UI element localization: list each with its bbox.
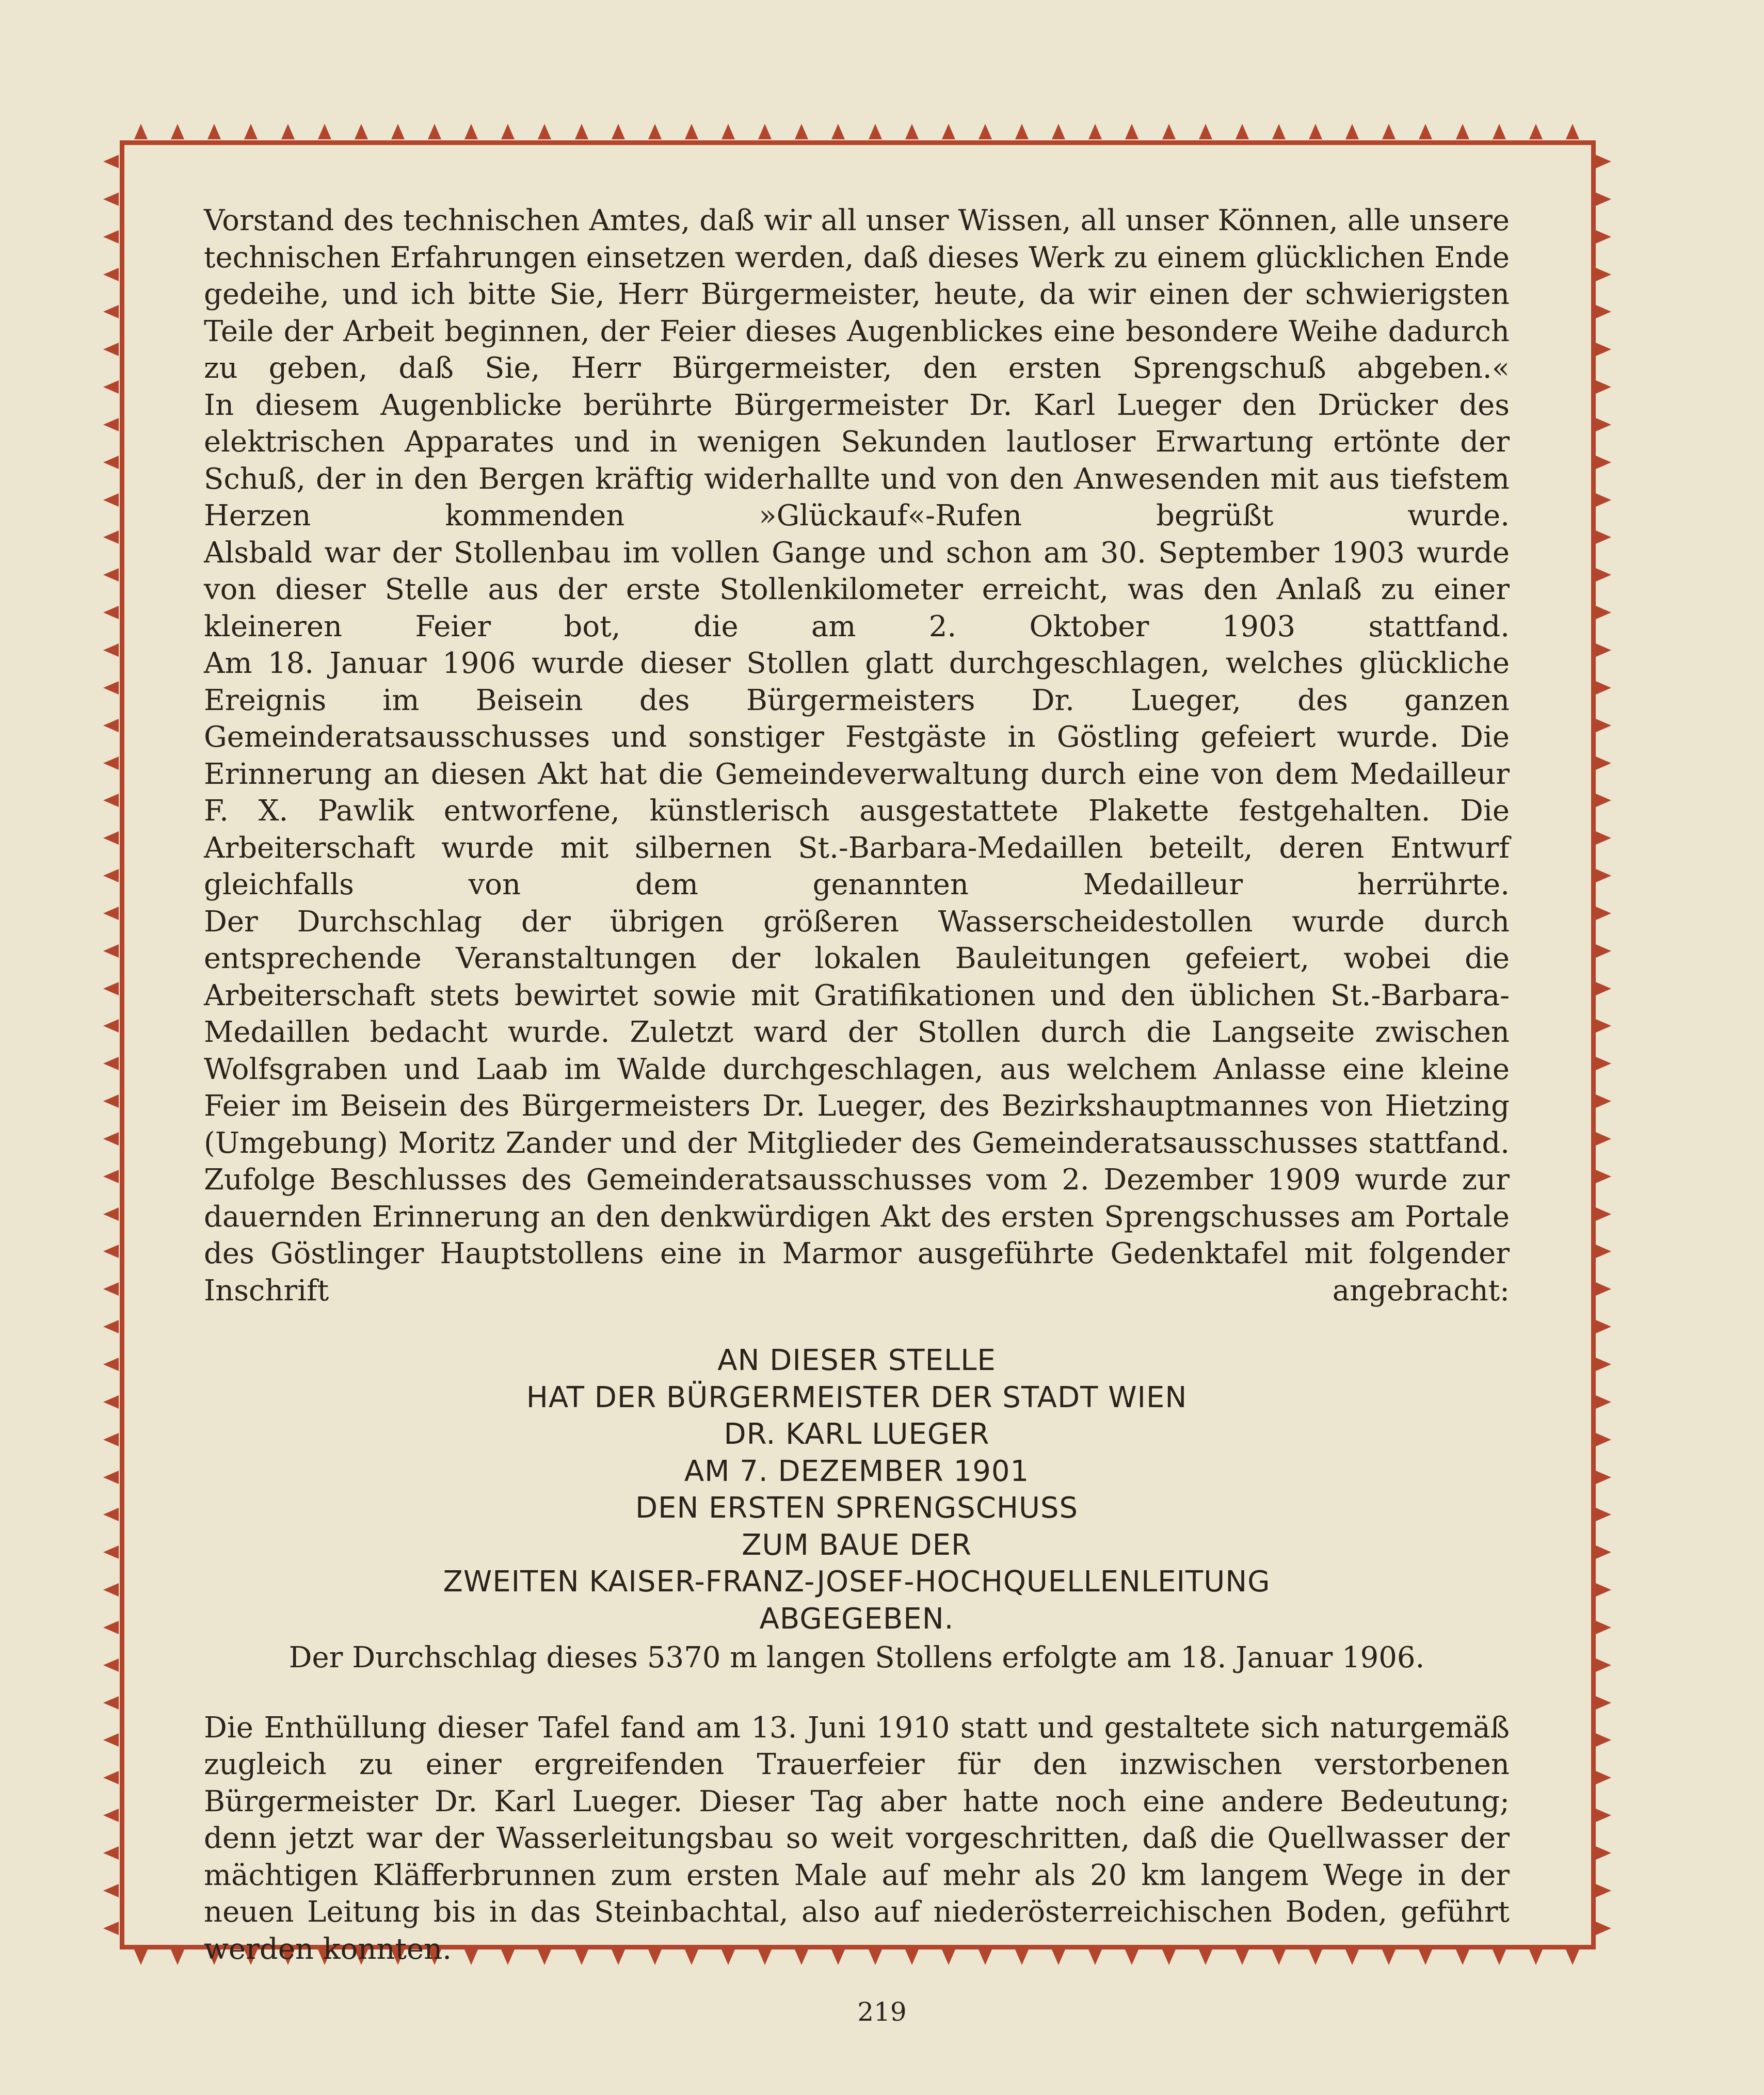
ornament-triangle bbox=[1493, 124, 1506, 139]
ornament-triangle bbox=[103, 418, 119, 431]
ornament-triangle bbox=[1596, 1508, 1611, 1521]
ornament-triangle bbox=[538, 124, 551, 139]
ornament-triangle bbox=[1596, 1846, 1611, 1860]
ornament-triangle bbox=[1596, 1395, 1611, 1409]
ornament-triangle bbox=[464, 124, 478, 139]
ornament-triangle bbox=[103, 1809, 119, 1822]
ornament-triangle bbox=[103, 1621, 119, 1634]
ornament-triangle bbox=[103, 944, 119, 958]
ornament-triangle bbox=[1596, 1471, 1611, 1484]
paragraph: In diesem Augenblicke berührte Bürgermeister Dr. Karl Lueger den Drücker des elektrischen Apparates und in wenigen Sekunden lautloser Erwartung ertönte der Schuß, der in den Bergen kräftig widerhallte und von den Anwesenden mit aus tiefstem Herzen kommenden »Glückauf«-Rufen begrüßt wurde. bbox=[204, 388, 1510, 533]
ornament-triangle bbox=[103, 493, 119, 507]
ornament-triangle bbox=[1088, 124, 1102, 139]
inscription-line: DR. KARL LUEGER bbox=[724, 1417, 990, 1451]
inscription-line: ZWEITEN KAISER-FRANZ-JOSEF-HOCHQUELLENLEITUNG bbox=[443, 1565, 1271, 1599]
ornament-triangle bbox=[1596, 380, 1611, 394]
ornament-triangle bbox=[1382, 124, 1396, 139]
ornament-triangle bbox=[1596, 1658, 1611, 1672]
ornament-triangle bbox=[1596, 681, 1611, 695]
ornament-triangle bbox=[1596, 1696, 1611, 1710]
ornament-triangle bbox=[979, 124, 992, 139]
ornament-triangle bbox=[103, 794, 119, 807]
ornament-triangle bbox=[612, 124, 625, 139]
memorial-inscription bbox=[204, 1342, 1510, 1637]
ornament-triangle bbox=[103, 343, 119, 356]
ornament-triangle bbox=[171, 124, 184, 139]
ornament-triangle bbox=[1596, 606, 1611, 619]
ornament-triangle bbox=[103, 831, 119, 845]
ornament-triangle bbox=[1596, 831, 1611, 845]
ornament-triangle bbox=[1596, 643, 1611, 657]
paragraph: Der Durchschlag der übrigen größeren Wasserscheidestollen wurde durch entsprechende Veranstaltungen der lokalen Bauleitungen gefeiert, wobei die Arbeiterschaft stets bewirtet sowie mit Gratifikationen und den üblichen St.-Barbara-Medaillen bedacht wurde. Zuletzt ward der Stollen durch die Langseite zwischen Wolfsgraben und Laab im Walde durchgeschlagen, aus welchem Anlasse eine kleine Feier im Beisein des Bürgermeisters Dr. Lueger, des Bezirkshauptmannes von Hietzing (Umgebung) Moritz Zander und der Mitglieder des Gemeinderatsausschusses stattfand. bbox=[204, 905, 1510, 1160]
ornament-triangle bbox=[103, 1545, 119, 1559]
ornament-triangle bbox=[207, 124, 221, 139]
border-ornament-top bbox=[134, 124, 1579, 140]
ornament-triangle bbox=[1199, 124, 1212, 139]
ornament-triangle bbox=[1596, 1358, 1611, 1371]
border-ornament-right bbox=[1596, 155, 1612, 1935]
text-block bbox=[204, 202, 1510, 1968]
ornament-triangle bbox=[1596, 1245, 1611, 1258]
ornament-triangle bbox=[103, 606, 119, 619]
ornament-triangle bbox=[1529, 1949, 1543, 1965]
ornament-triangle bbox=[103, 380, 119, 394]
ornament-triangle bbox=[103, 756, 119, 770]
paragraph: Alsbald war der Stollenbau im vollen Gange und schon am 30. September 1903 wurde von dieser Stelle aus der erste Stollenkilometer erreicht, was den Anlaß zu einer kleineren Feier bot, die am 2. Oktober 1903 stattfand. bbox=[204, 536, 1510, 643]
ornament-triangle bbox=[1015, 124, 1029, 139]
ornament-triangle bbox=[1419, 124, 1432, 139]
ornament-triangle bbox=[1596, 1207, 1611, 1221]
ornament-triangle bbox=[103, 1057, 119, 1070]
ornament-triangle bbox=[1596, 568, 1611, 582]
ornament-triangle bbox=[103, 907, 119, 920]
ornament-triangle bbox=[103, 1884, 119, 1897]
ornament-triangle bbox=[103, 1358, 119, 1371]
ornament-triangle bbox=[103, 1094, 119, 1108]
ornament-triangle bbox=[1596, 1733, 1611, 1747]
ornament-triangle bbox=[103, 1282, 119, 1296]
ornament-triangle bbox=[1596, 1320, 1611, 1333]
ornament-triangle bbox=[1596, 1545, 1611, 1559]
ornament-triangle bbox=[103, 681, 119, 695]
ornament-triangle bbox=[1596, 1170, 1611, 1183]
paragraph: Vorstand des technischen Amtes, daß wir all unser Wissen, all unser Können, alle unsere technischen Erfahrungen einsetzen werden, daß dieses Werk zu einem glücklichen Ende gedeihe, und ich bitte Sie, Herr Bürgermeister, heute, da wir einen der schwierigsten Teile der Arbeit beginnen, der Feier dieses Augenblickes eine besondere Weihe dadurch zu geben, daß Sie, Herr Bürgermeister, den ersten Sprengschuß abgeben.« bbox=[204, 204, 1510, 385]
ornament-triangle bbox=[1596, 530, 1611, 544]
ornament-triangle bbox=[758, 124, 772, 139]
ornament-triangle bbox=[501, 124, 515, 139]
ornament-triangle bbox=[103, 869, 119, 882]
ornament-triangle bbox=[1596, 343, 1611, 356]
ornament-triangle bbox=[103, 305, 119, 318]
ornament-triangle bbox=[1596, 1771, 1611, 1784]
ornament-triangle bbox=[103, 1019, 119, 1033]
paragraph: Am 18. Januar 1906 wurde dieser Stollen glatt durchgeschlagen, welches glückliche Ereignis im Beisein des Bürgermeisters Dr. Lueger, des ganzen Gemeinderatsausschusses und sonstiger Festgäste in Göstling gefeiert wurde. Die Erinnerung an diesen Akt hat die Gemeindeverwaltung durch eine von dem Medailleur F. X. Pawlik entworfene, künstlerisch ausgestattete Plakette festgehalten. Die Arbeiterschaft wurde mit silbernen St.-Barbara-Medaillen beteilt, deren Entwurf gleichfalls von dem genannten Medailleur herrührte. bbox=[204, 647, 1510, 901]
ornament-triangle bbox=[103, 1733, 119, 1747]
ornament-triangle bbox=[103, 155, 119, 168]
paragraph: Zufolge Beschlusses des Gemeinderatsausschusses vom 2. Dezember 1909 wurde zur dauernden Erinnerung an den denkwürdigen Akt des ersten Sprengschusses am Portale des Göstlinger Hauptstollens eine in Marmor ausgeführte Gedenktafel mit folgender Inschrift angebracht: bbox=[204, 1163, 1510, 1308]
ornament-triangle bbox=[103, 230, 119, 244]
ornament-triangle bbox=[1596, 1282, 1611, 1296]
ornament-triangle bbox=[103, 1846, 119, 1860]
ornament-triangle bbox=[103, 1771, 119, 1784]
ornament-triangle bbox=[648, 124, 662, 139]
ornament-triangle bbox=[1596, 1621, 1611, 1634]
ornament-triangle bbox=[1596, 155, 1611, 168]
ornament-triangle bbox=[905, 124, 919, 139]
ornament-triangle bbox=[281, 124, 295, 139]
ornament-triangle bbox=[1596, 982, 1611, 995]
inscription-line: AM 7. DEZEMBER 1901 bbox=[684, 1454, 1030, 1488]
ornament-triangle bbox=[103, 1245, 119, 1258]
ornament-triangle bbox=[1596, 268, 1611, 281]
ornament-triangle bbox=[428, 124, 441, 139]
ornament-triangle bbox=[1596, 869, 1611, 882]
ornament-triangle bbox=[103, 456, 119, 469]
ornament-triangle bbox=[103, 1658, 119, 1672]
ornament-triangle bbox=[103, 1207, 119, 1221]
ornament-triangle bbox=[1596, 1809, 1611, 1822]
ornament-triangle bbox=[685, 124, 698, 139]
ornament-triangle bbox=[1596, 1132, 1611, 1146]
ornament-triangle bbox=[1345, 124, 1359, 139]
ornament-triangle bbox=[103, 1170, 119, 1183]
inscription-line: ABGEGEBEN. bbox=[759, 1602, 954, 1636]
ornament-triangle bbox=[869, 124, 882, 139]
inscription-line: AN DIESER STELLE bbox=[717, 1344, 996, 1377]
ornament-triangle bbox=[1596, 192, 1611, 206]
ornament-triangle bbox=[103, 1320, 119, 1333]
ornament-triangle bbox=[1529, 124, 1543, 139]
ornament-triangle bbox=[103, 1395, 119, 1409]
ornament-triangle bbox=[1596, 1057, 1611, 1070]
ornament-triangle bbox=[1596, 456, 1611, 469]
ornament-triangle bbox=[1596, 418, 1611, 431]
ornament-triangle bbox=[244, 124, 258, 139]
ornament-triangle bbox=[1162, 124, 1176, 139]
ornament-triangle bbox=[1596, 756, 1611, 770]
ornament-triangle bbox=[1596, 493, 1611, 507]
ornament-triangle bbox=[1596, 305, 1611, 318]
ornament-triangle bbox=[1596, 1094, 1611, 1108]
ornament-triangle bbox=[575, 124, 588, 139]
ornament-triangle bbox=[1236, 124, 1249, 139]
ornament-triangle bbox=[1596, 794, 1611, 807]
ornament-triangle bbox=[795, 124, 808, 139]
ornament-triangle bbox=[831, 124, 845, 139]
ornament-triangle bbox=[1596, 1583, 1611, 1597]
inscription-line: HAT DER BÜRGERMEISTER DER STADT WIEN bbox=[526, 1380, 1188, 1414]
ornament-triangle bbox=[103, 192, 119, 206]
inscription-line: ZUM BAUE DER bbox=[742, 1528, 972, 1562]
ornament-triangle bbox=[721, 124, 735, 139]
ornament-triangle bbox=[1309, 124, 1322, 139]
inscription-line: DEN ERSTEN SPRENGSCHUSS bbox=[635, 1491, 1079, 1525]
ornament-triangle bbox=[103, 1132, 119, 1146]
ornament-triangle bbox=[318, 124, 331, 139]
closing-paragraph: Die Enthüllung dieser Tafel fand am 13. Juni 1910 statt und gestaltete sich naturgemäß zugleich zu einer ergreifenden Trauerfeier für den inzwischen verstorbenen Bürgermeister Dr. Karl Lueger. Dieser Tag aber hatte noch eine andere Bedeutung; denn jetzt war der Wasserleitungsbau so weit vorgeschritten, daß die Quellwasser der mächtigen Kläfferbrunnen zum ersten Male auf mehr als 20 km langem Wege in der neuen Leitung bis in das Steinbachtal, also auf niederösterreichischen Boden, geführt werden konnten. bbox=[204, 1711, 1510, 1966]
ornament-triangle bbox=[355, 124, 368, 139]
ornament-triangle bbox=[103, 1583, 119, 1597]
ornament-triangle bbox=[103, 719, 119, 732]
ornament-triangle bbox=[1596, 1433, 1611, 1446]
ornament-triangle bbox=[103, 1471, 119, 1484]
ornament-triangle bbox=[134, 124, 148, 139]
ornament-triangle bbox=[1272, 124, 1286, 139]
ornament-triangle bbox=[1596, 1019, 1611, 1033]
inscription-note: Der Durchschlag dieses 5370 m langen Stollens erfolgte am 18. Januar 1906. bbox=[288, 1641, 1425, 1674]
ornament-triangle bbox=[171, 1949, 184, 1965]
ornament-triangle bbox=[942, 124, 955, 139]
ornament-triangle bbox=[1052, 124, 1065, 139]
ornament-triangle bbox=[1566, 124, 1579, 139]
ornament-triangle bbox=[103, 1508, 119, 1521]
ornament-triangle bbox=[1596, 907, 1611, 920]
ornament-triangle bbox=[103, 1922, 119, 1935]
ornament-triangle bbox=[1566, 1949, 1579, 1965]
ornament-triangle bbox=[134, 1949, 148, 1965]
ornament-triangle bbox=[103, 643, 119, 657]
ornament-triangle bbox=[1125, 124, 1138, 139]
ornament-triangle bbox=[1596, 944, 1611, 958]
ornament-triangle bbox=[103, 568, 119, 582]
ornament-triangle bbox=[1596, 719, 1611, 732]
ornament-triangle bbox=[1596, 1884, 1611, 1897]
ornament-triangle bbox=[103, 982, 119, 995]
border-ornament-left bbox=[103, 155, 120, 1935]
ornament-triangle bbox=[391, 124, 405, 139]
ornament-triangle bbox=[103, 1433, 119, 1446]
ornament-triangle bbox=[1456, 124, 1469, 139]
ornament-triangle bbox=[103, 1696, 119, 1710]
ornament-triangle bbox=[103, 268, 119, 281]
ornament-triangle bbox=[1596, 1922, 1611, 1935]
ornament-triangle bbox=[103, 530, 119, 544]
page-number: 219 bbox=[857, 1997, 907, 2027]
ornament-triangle bbox=[1596, 230, 1611, 244]
